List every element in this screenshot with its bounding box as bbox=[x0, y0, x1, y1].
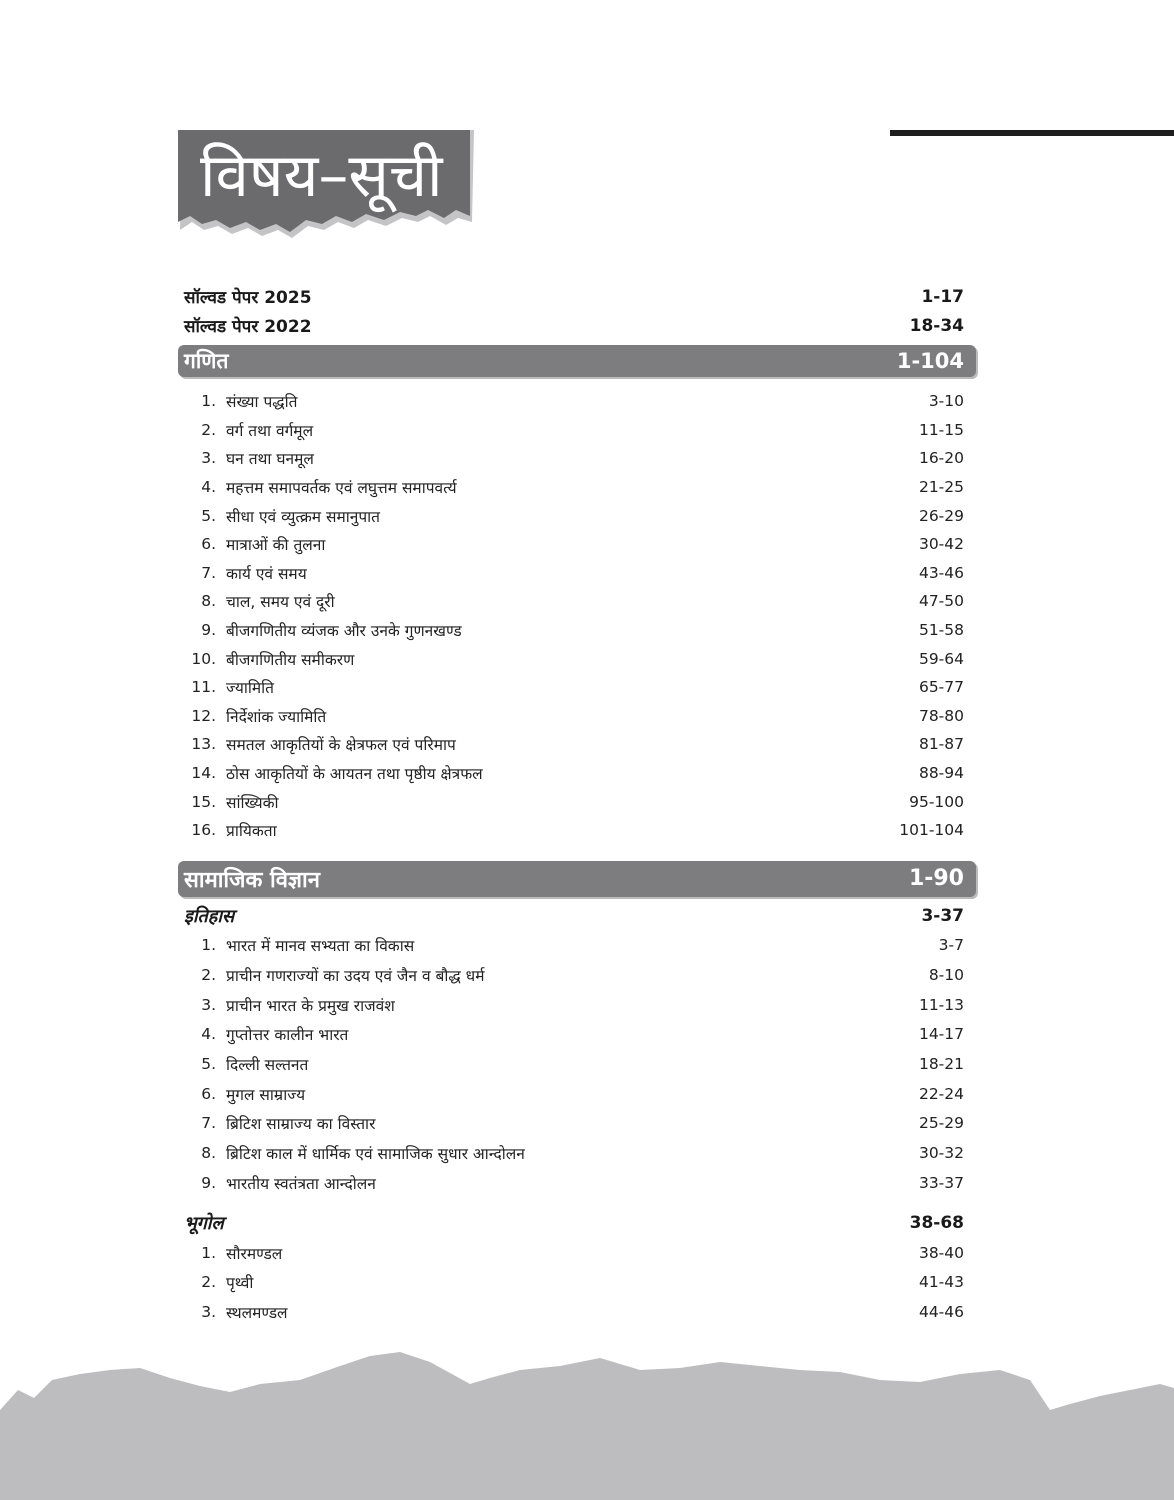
chapter-title: सौरमण्डल bbox=[226, 1244, 283, 1263]
chapter-number: 4. bbox=[201, 478, 216, 497]
chapter-row[interactable] bbox=[178, 931, 976, 961]
chapter-title: समतल आकृतियों के क्षेत्रफल एवं परिमाप bbox=[226, 736, 456, 755]
chapter-pages: 14-17 bbox=[918, 1025, 964, 1044]
chapter-number: 11. bbox=[191, 678, 216, 697]
chapter-row[interactable] bbox=[178, 1109, 976, 1139]
chapter-number: 8. bbox=[201, 1144, 216, 1163]
chapter-row[interactable] bbox=[178, 501, 976, 530]
chapter-row[interactable] bbox=[178, 702, 976, 731]
chapter-number: 3. bbox=[201, 1302, 216, 1321]
chapter-number: 5. bbox=[201, 506, 216, 525]
table-of-contents bbox=[178, 282, 976, 1327]
chapter-number: 4. bbox=[201, 1025, 216, 1044]
chapter-row[interactable] bbox=[178, 990, 976, 1020]
chapter-number: 1. bbox=[201, 1243, 216, 1262]
chapter-title: निर्देशांक ज्यामिति bbox=[226, 707, 327, 726]
chapter-number: 7. bbox=[201, 563, 216, 582]
chapter-title: वर्ग तथा वर्गमूल bbox=[226, 421, 314, 440]
chapter-pages: 26-29 bbox=[918, 506, 964, 525]
chapter-row[interactable] bbox=[178, 1238, 976, 1268]
chapter-title: गुप्तोत्तर कालीन भारत bbox=[226, 1026, 349, 1045]
chapter-title: ज्यामिति bbox=[226, 679, 275, 698]
chapter-title: सांख्यिकी bbox=[226, 793, 279, 812]
subsection-title: भूगोल bbox=[184, 1212, 224, 1234]
chapter-pages: 3-10 bbox=[928, 392, 964, 411]
chapter-pages: 11-13 bbox=[918, 995, 964, 1014]
chapter-title: मात्राओं की तुलना bbox=[226, 536, 326, 555]
solved-paper-label: सॉल्वड पेपर 2022 bbox=[184, 317, 312, 337]
solved-paper-row[interactable] bbox=[178, 311, 976, 340]
section-pages: 1-104 bbox=[896, 349, 964, 373]
chapter-title: प्राचीन गणराज्यों का उदय एवं जैन व बौद्ध धर्म bbox=[226, 967, 485, 986]
chapter-row[interactable] bbox=[178, 787, 976, 816]
solved-paper-pages: 18-34 bbox=[909, 315, 964, 336]
section-title: सामाजिक विज्ञान bbox=[184, 867, 320, 893]
chapter-row[interactable] bbox=[178, 960, 976, 990]
chapter-pages: 81-87 bbox=[918, 735, 964, 754]
chapter-number: 2. bbox=[201, 1273, 216, 1292]
chapter-number: 2. bbox=[201, 420, 216, 439]
solved-paper-label: सॉल्वड पेपर 2025 bbox=[184, 288, 312, 308]
chapter-title: दिल्ली सल्तनत bbox=[226, 1056, 309, 1075]
chapter-title: भारत में मानव सभ्यता का विकास bbox=[226, 937, 415, 956]
chapter-pages: 38-40 bbox=[918, 1243, 964, 1262]
chapter-title: बीजगणितीय समीकरण bbox=[226, 650, 355, 669]
chapter-pages: 41-43 bbox=[918, 1273, 964, 1292]
chapter-number: 13. bbox=[191, 735, 216, 754]
chapter-pages: 3-7 bbox=[938, 936, 964, 955]
chapter-pages: 8-10 bbox=[928, 966, 964, 985]
chapter-row[interactable] bbox=[178, 730, 976, 759]
chapter-pages: 47-50 bbox=[918, 592, 964, 611]
chapter-pages: 22-24 bbox=[918, 1084, 964, 1103]
chapter-number: 7. bbox=[201, 1114, 216, 1133]
chapter-number: 8. bbox=[201, 592, 216, 611]
chapter-number: 6. bbox=[201, 1084, 216, 1103]
chapter-row[interactable] bbox=[178, 473, 976, 502]
subsection-pages: 3-37 bbox=[921, 905, 964, 926]
chapter-number: 1. bbox=[201, 936, 216, 955]
chapter-row[interactable] bbox=[178, 587, 976, 616]
chapter-pages: 65-77 bbox=[918, 678, 964, 697]
chapter-row[interactable] bbox=[178, 387, 976, 416]
chapter-title: महत्तम समापवर्तक एवं लघुत्तम समापवर्त्य bbox=[226, 479, 457, 498]
chapter-row[interactable] bbox=[178, 759, 976, 788]
chapter-title: बीजगणितीय व्यंजक और उनके गुणनखण्ड bbox=[226, 622, 462, 641]
chapter-row[interactable] bbox=[178, 644, 976, 673]
chapter-pages: 30-42 bbox=[918, 535, 964, 554]
chapter-title: स्थलमण्डल bbox=[226, 1303, 288, 1322]
chapter-number: 16. bbox=[191, 821, 216, 840]
chapter-number: 2. bbox=[201, 966, 216, 985]
chapter-title: भारतीय स्वतंत्रता आन्दोलन bbox=[226, 1174, 376, 1193]
chapter-title: ठोस आकृतियों के आयतन तथा पृष्ठीय क्षेत्रफल bbox=[226, 765, 483, 784]
subsection-header-geography[interactable] bbox=[178, 1208, 976, 1238]
chapter-pages: 33-37 bbox=[918, 1173, 964, 1192]
chapter-title: संख्या पद्धति bbox=[226, 393, 298, 412]
chapter-number: 14. bbox=[191, 764, 216, 783]
chapter-row[interactable] bbox=[178, 1168, 976, 1198]
chapter-number: 9. bbox=[201, 621, 216, 640]
section-pages: 1-90 bbox=[908, 866, 964, 891]
chapter-pages: 43-46 bbox=[918, 563, 964, 582]
chapter-pages: 16-20 bbox=[918, 449, 964, 468]
social-science-chapter-list bbox=[178, 901, 976, 1327]
chapter-row[interactable] bbox=[178, 673, 976, 702]
chapter-title: सीधा एवं व्युत्क्रम समानुपात bbox=[226, 507, 380, 526]
chapter-row[interactable] bbox=[178, 816, 976, 845]
chapter-pages: 18-21 bbox=[918, 1055, 964, 1074]
chapter-pages: 101-104 bbox=[899, 821, 964, 840]
chapter-row[interactable] bbox=[178, 416, 976, 445]
chapter-title: घन तथा घनमूल bbox=[226, 450, 314, 469]
chapter-pages: 44-46 bbox=[918, 1302, 964, 1321]
chapter-row[interactable] bbox=[178, 1020, 976, 1050]
chapter-number: 15. bbox=[191, 792, 216, 811]
chapter-pages: 30-32 bbox=[918, 1144, 964, 1163]
chapter-title: मुगल साम्राज्य bbox=[226, 1085, 306, 1104]
solved-paper-pages: 1-17 bbox=[921, 286, 964, 307]
chapter-row[interactable] bbox=[178, 616, 976, 645]
subsection-title: इतिहास bbox=[184, 905, 235, 927]
chapter-row[interactable] bbox=[178, 1138, 976, 1168]
chapter-pages: 21-25 bbox=[918, 478, 964, 497]
subsection-header-history[interactable] bbox=[178, 901, 976, 931]
top-rule bbox=[890, 130, 1174, 136]
chapter-pages: 59-64 bbox=[918, 649, 964, 668]
mathematics-chapter-list bbox=[178, 387, 976, 845]
chapter-number: 10. bbox=[191, 649, 216, 668]
chapter-row[interactable] bbox=[178, 444, 976, 473]
section-header-social-science[interactable] bbox=[178, 861, 976, 897]
mountain-footer-decoration bbox=[0, 1340, 1174, 1500]
chapter-title: ब्रिटिश काल में धार्मिक एवं सामाजिक सुधार आन्दोलन bbox=[226, 1145, 525, 1164]
chapter-pages: 95-100 bbox=[909, 792, 964, 811]
chapter-pages: 51-58 bbox=[918, 621, 964, 640]
chapter-row[interactable] bbox=[178, 1079, 976, 1109]
chapter-title: कार्य एवं समय bbox=[226, 564, 307, 583]
chapter-row[interactable] bbox=[178, 530, 976, 559]
chapter-title: पृथ्वी bbox=[226, 1274, 254, 1293]
chapter-number: 3. bbox=[201, 449, 216, 468]
chapter-number: 1. bbox=[201, 392, 216, 411]
chapter-number: 5. bbox=[201, 1055, 216, 1074]
subsection-pages: 38-68 bbox=[909, 1212, 964, 1233]
chapter-number: 6. bbox=[201, 535, 216, 554]
chapter-pages: 88-94 bbox=[918, 764, 964, 783]
page-title: विषय–सूची bbox=[200, 141, 443, 211]
chapter-title: प्रायिकता bbox=[226, 822, 277, 841]
section-title: गणित bbox=[184, 349, 229, 373]
chapter-number: 9. bbox=[201, 1173, 216, 1192]
solved-paper-row[interactable] bbox=[178, 282, 976, 311]
chapter-pages: 11-15 bbox=[918, 420, 964, 439]
chapter-pages: 78-80 bbox=[918, 706, 964, 725]
chapter-number: 3. bbox=[201, 995, 216, 1014]
chapter-row[interactable] bbox=[178, 1297, 976, 1327]
section-header-mathematics[interactable] bbox=[178, 345, 976, 377]
chapter-number: 12. bbox=[191, 706, 216, 725]
chapter-pages: 25-29 bbox=[918, 1114, 964, 1133]
chapter-title: ब्रिटिश साम्राज्य का विस्तार bbox=[226, 1115, 376, 1134]
chapter-row[interactable] bbox=[178, 1049, 976, 1079]
chapter-title: प्राचीन भारत के प्रमुख राजवंश bbox=[226, 996, 395, 1015]
title-banner bbox=[178, 130, 474, 246]
chapter-row[interactable] bbox=[178, 559, 976, 588]
chapter-row[interactable] bbox=[178, 1267, 976, 1297]
chapter-title: चाल, समय एवं दूरी bbox=[226, 593, 335, 612]
